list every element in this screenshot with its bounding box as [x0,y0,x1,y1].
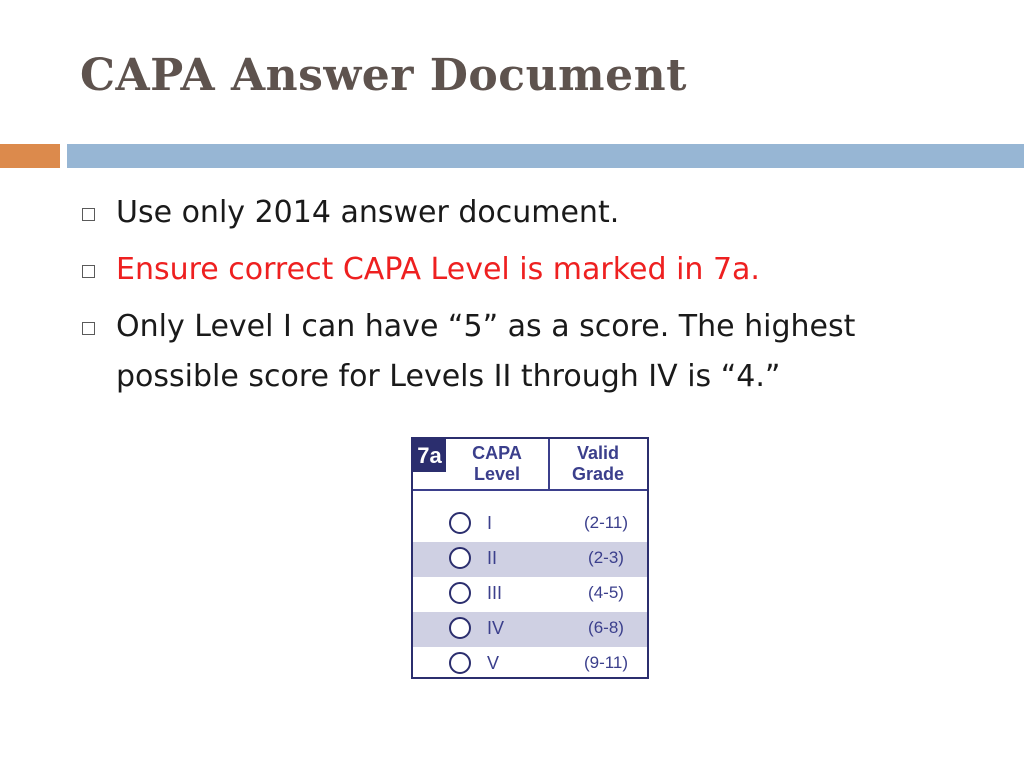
square-bullet-icon [82,265,95,278]
bullet-item [82,302,982,402]
answer-bubble[interactable] [449,547,471,569]
level-label: II [487,548,498,568]
valid-grade-header: Valid Grade [571,443,625,484]
bullet-text: Use only 2014 answer document. [116,195,620,230]
grade-range: (2-3) [588,548,624,567]
bullet-text: Only Level I can have “5” as a score. The highest possible score for Levels II through IV is “4.” [116,309,856,394]
slide-title: CAPA Answer Document [80,50,687,101]
grade-range: (4-5) [588,583,624,602]
level-label: III [487,583,503,603]
header-divider [548,439,550,489]
answer-bubble[interactable] [449,512,471,534]
answer-bubble[interactable] [449,582,471,604]
level-label: IV [487,618,505,638]
bullet-list [82,193,982,419]
answer-bubble[interactable] [449,652,471,674]
grade-range: (9-11) [583,653,629,672]
level-row-v [413,647,647,682]
form-section-tag: 7a [413,439,446,472]
level-rows [413,507,647,682]
level-row-ii [413,542,647,577]
bullet-item-highlighted [82,250,982,290]
capa-level-header: CAPA Level [472,443,522,484]
bullet-item [82,193,982,233]
form-header [413,439,647,491]
accent-bar-blue [67,144,1024,168]
accent-bar-orange [0,144,60,168]
square-bullet-icon [82,322,95,335]
grade-range: (2-11) [583,513,629,532]
level-row-iv [413,612,647,647]
level-row-i [413,507,647,542]
capa-level-form-7a [411,437,649,679]
answer-bubble[interactable] [449,617,471,639]
grade-range: (6-8) [588,618,624,637]
level-row-iii [413,577,647,612]
square-bullet-icon [82,208,95,221]
level-label: V [487,653,500,673]
level-label: I [487,513,493,533]
bullet-text: Ensure correct CAPA Level is marked in 7a. [116,252,760,287]
